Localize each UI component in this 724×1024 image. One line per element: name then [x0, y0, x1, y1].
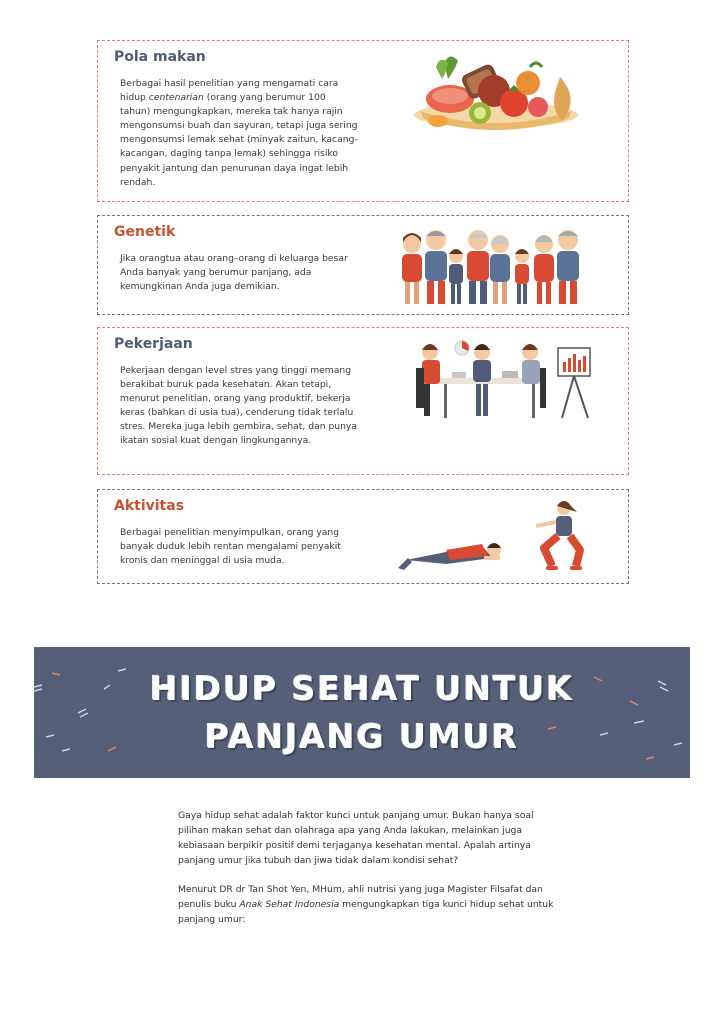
banner-title-line1: HIDUP SEHAT UNTUK — [150, 669, 574, 708]
section-title: Pekerjaan — [114, 336, 193, 352]
food-illustration — [410, 49, 582, 131]
section-pola-makan — [97, 40, 629, 202]
title-banner — [34, 647, 690, 778]
family-illustration — [394, 226, 590, 308]
section-text: Berbagai hasil penelitian yang mengamati cara hidup centenarian (orang yang berumur 100 tahun) mengungkapkan, mereka tak hanya rajin mengonsumsi buah dan sayuran, tetapi juga sering mengonsumsi lemak sehat (minyak zaitun, kacang-kacangan, daging tanpa lemak) sehingga risiko penyakit jantung dan penurunan daya ingat lebih rendah. — [120, 78, 358, 188]
section-aktivitas — [97, 489, 629, 584]
section-text: Pekerjaan dengan level stres yang tinggi memang berakibat buruk pada kesehatan. Akan tetapi, menurut penelitian, orang yang produktif, bekerja keras (bahkan di usia tua), cenderung tidak terlalu stres. Mereka juga lebih gembira, sehat, dan punya ikatan sosial kuat dengan lingkungannya. — [120, 365, 358, 447]
article-paragraph-2: Menurut DR dr Tan Shot Yen, MHum, ahli nutrisi yang juga Magister Filsafat dan penulis buku Anak Sehat Indonesia mengungkapkan tiga kunci hidup sehat untuk panjang umur: — [178, 884, 554, 925]
section-title: Aktivitas — [114, 498, 185, 514]
section-title: Pola makan — [114, 49, 206, 65]
office-meeting-illustration — [412, 338, 592, 422]
section-text: Jika orangtua atau orang–orang di keluarga besar Anda banyak yang berumur panjang, ada kemungkinan Anda juga demikian. — [120, 253, 348, 293]
section-genetik — [97, 215, 629, 315]
section-pekerjaan — [97, 327, 629, 475]
banner-title-line2: PANJANG UMUR — [204, 717, 520, 756]
section-text: Berbagai penelitian menyimpulkan, orang yang banyak duduk lebih rentan mengalami penyakit kronis dan meninggal di usia muda. — [120, 527, 341, 567]
decorative-dashes — [34, 647, 690, 778]
section-title: Genetik — [114, 224, 176, 240]
exercise-illustration — [396, 498, 588, 578]
article-paragraph-1: Gaya hidup sehat adalah faktor kunci untuk panjang umur. Bukan hanya soal pilihan makan sehat dan olahraga apa yang Anda lakukan, melainkan juga kebiasaan berpikir positif demi terjaganya kesehatan mental. Apalah artinya panjang umur jika tubuh dan jiwa tidak dalam kondisi sehat? — [178, 810, 534, 866]
